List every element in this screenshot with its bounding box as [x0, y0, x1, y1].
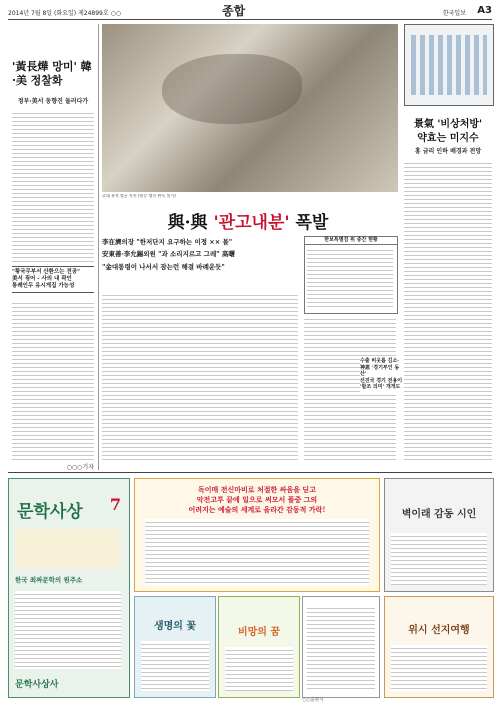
right-subhead: 홍 금리 인하 배경과 전망: [414, 148, 482, 155]
sidebar-head-4: '할조 의미' 개개도: [360, 384, 401, 390]
left-box-head-3: 통례인두 유시게집 가능성: [12, 283, 75, 290]
center-ad-headlines: [145, 485, 369, 515]
book-mid-title: 비망의 꿈: [237, 627, 281, 638]
photo-artifact-shape: [162, 54, 302, 124]
masthead-date: 2014년 7월 8일 (화요일) 제24899호 ○○: [8, 10, 122, 17]
magazine-publisher: 문학사상사: [15, 680, 59, 690]
book-ad-left: [134, 596, 216, 698]
center-book-ad: [134, 478, 380, 592]
center-ad-headline-1: 독이매 전신마비로 처절한 싸움을 딛고: [198, 485, 316, 494]
book-mid-body: [225, 647, 293, 691]
left-body-text: [12, 110, 94, 262]
sidebar-head-2: 神恩 '경기부인 동산': [360, 364, 400, 377]
magazine-tagline: 한국 최짜문학의 원주소: [15, 576, 83, 584]
left-box-heads: [12, 266, 94, 293]
center-ad-headline-2: 악전고투 끝에 일으로 써모서 풀중 그의: [196, 495, 318, 505]
sidebar-heads: [360, 356, 404, 393]
column-divider: [98, 24, 99, 470]
main-deck-2: 安東善·李允錫외원 "과 소리지르고 그레" 高曙: [102, 250, 235, 259]
main-headline-quote: '관고내분': [213, 213, 290, 233]
magazine-contents: [15, 591, 121, 669]
left-box-head-2: 美서 굉어 - 사의 내 곽인: [12, 276, 72, 283]
main-table: [304, 236, 398, 314]
left-subhead: 정부·美서 동향진 둘러다가: [17, 98, 89, 105]
sidebar-head-1: 수출 비웃롭 김소·: [360, 358, 400, 364]
inset-chart: [404, 24, 494, 106]
main-deck: [102, 236, 302, 273]
main-body-text: [102, 292, 298, 460]
photo-caption: 고대 유적 발굴 사진 (원문 캡션 판독 불가): [102, 194, 176, 198]
sidebar-head-3: 선진국 경기 전용이: [360, 377, 403, 384]
masthead: [8, 2, 492, 18]
left-body-text-2: [12, 300, 94, 460]
book-left-title: 생명의 꽃: [153, 621, 197, 632]
magazine-cover-art: [15, 529, 121, 569]
main-headline-prefix: 與·與: [167, 213, 208, 233]
ad-divider-rule: [8, 472, 492, 473]
main-table-title: 한보특별검 위 중간 현황: [305, 237, 397, 245]
book-ad-right: [384, 478, 494, 592]
book-ad-far-right: [384, 596, 494, 698]
main-deck-1: 李在濟의장 "한저단지 요구하는 이정 ×× 몰": [102, 238, 233, 246]
publisher-ad-body: [307, 605, 375, 689]
right-headline: [404, 118, 492, 145]
right-headline-line2: 약효는 미지수: [417, 132, 479, 144]
center-ad-body: [145, 519, 369, 585]
main-table-rows: [307, 247, 393, 307]
left-byline: ○○○기자: [66, 464, 94, 471]
right-body-text: [404, 160, 492, 460]
right-headline-line1: 景氣 '비상처방': [413, 119, 483, 130]
book-far-right-title: 위시 선지여행: [408, 625, 470, 636]
magazine-title: 문학사상: [17, 502, 83, 522]
magazine-issue: 7: [109, 495, 121, 514]
magazine-ad: [8, 478, 130, 698]
book-far-right-body: [391, 645, 487, 691]
publisher-strip: ○○출판사: [302, 698, 324, 703]
book-right-body: [391, 533, 487, 585]
main-deck-3: "金대통령이 나서서 잠는런 해결 바례운듯": [102, 262, 225, 271]
masthead-rule: [8, 19, 492, 20]
center-ad-headline-3: 어려지는 예술의 세계로 올라간 감동적 가락!: [188, 505, 326, 515]
publisher-ad: [302, 596, 380, 698]
page-number: A3: [477, 5, 492, 16]
main-photo: [102, 24, 398, 192]
section-title: 종합: [222, 4, 246, 18]
inset-chart-bars: [411, 35, 487, 95]
left-box-head-1: "황국무부서 산환으는 전공": [12, 269, 81, 275]
left-headline: '黃長燁 망미' 韓·美 정찰화: [12, 60, 92, 88]
book-right-title: 벽이래 감동 시인: [401, 509, 477, 520]
main-headline-suffix: 폭발: [295, 213, 329, 233]
book-ad-mid: [218, 596, 300, 698]
main-headline: [118, 208, 378, 233]
book-left-body: [141, 641, 209, 691]
paper-name: 한국일보: [442, 10, 466, 17]
